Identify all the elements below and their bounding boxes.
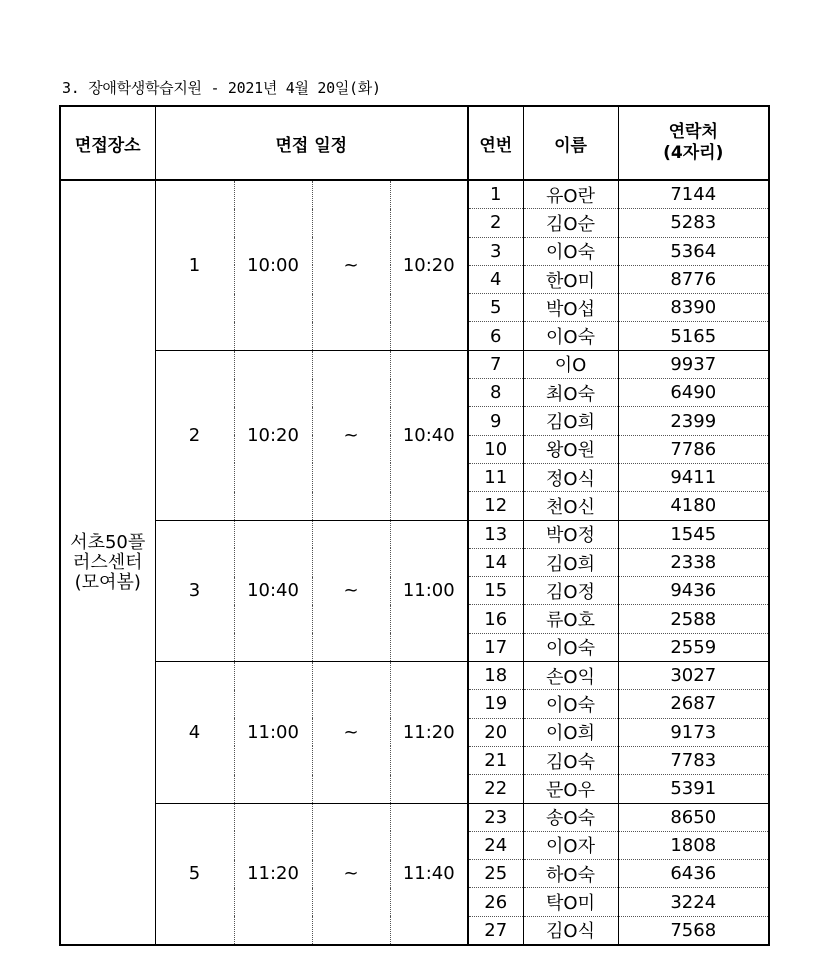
row-name: 손O익 [523, 662, 618, 690]
row-name: 이O숙 [523, 633, 618, 661]
interview-schedule-table [59, 105, 770, 946]
interview-place-line1: 서초50플 [70, 531, 146, 553]
row-number: 22 [468, 775, 523, 803]
row-number: 1 [468, 180, 523, 209]
section-heading: 3. 장애학생학습지원 - 2021년 4월 20일(화) [62, 79, 381, 97]
row-number: 21 [468, 746, 523, 774]
row-name: 한O미 [523, 265, 618, 293]
row-number: 7 [468, 350, 523, 378]
header-name: 이름 [523, 106, 618, 180]
row-contact: 9937 [618, 350, 769, 378]
row-contact: 2338 [618, 548, 769, 576]
table-row [60, 520, 769, 548]
slot-end-time: 11:20 [390, 662, 468, 803]
row-contact: 3224 [618, 888, 769, 916]
slot-start-time: 11:20 [234, 803, 312, 945]
row-number: 6 [468, 322, 523, 350]
slot-start-time: 10:20 [234, 350, 312, 520]
slot-separator: ~ [312, 520, 390, 661]
row-number: 12 [468, 492, 523, 520]
slot-number: 1 [155, 180, 234, 350]
row-number: 18 [468, 662, 523, 690]
row-number: 8 [468, 379, 523, 407]
header-number: 연번 [468, 106, 523, 180]
slot-start-time: 10:00 [234, 180, 312, 350]
table-row [60, 662, 769, 690]
row-contact: 5391 [618, 775, 769, 803]
row-name: 김O숙 [523, 746, 618, 774]
row-name: 문O우 [523, 775, 618, 803]
header-row [60, 106, 769, 180]
table-body [60, 180, 769, 945]
slot-separator: ~ [312, 350, 390, 520]
row-name: 이O희 [523, 718, 618, 746]
header-schedule: 면접 일정 [155, 106, 468, 180]
header-place: 면접장소 [60, 106, 155, 180]
row-number: 10 [468, 435, 523, 463]
row-number: 20 [468, 718, 523, 746]
row-number: 15 [468, 577, 523, 605]
row-contact: 7786 [618, 435, 769, 463]
row-contact: 7783 [618, 746, 769, 774]
row-name: 이O숙 [523, 322, 618, 350]
row-name: 김O희 [523, 548, 618, 576]
row-contact: 4180 [618, 492, 769, 520]
row-name: 정O식 [523, 463, 618, 491]
row-name: 이O [523, 350, 618, 378]
slot-start-time: 10:40 [234, 520, 312, 661]
row-number: 4 [468, 265, 523, 293]
row-number: 3 [468, 237, 523, 265]
row-name: 탁O미 [523, 888, 618, 916]
row-contact: 2559 [618, 633, 769, 661]
row-number: 26 [468, 888, 523, 916]
header-contact-line1: 연락처 [668, 122, 718, 142]
slot-number: 2 [155, 350, 234, 520]
table-row [60, 180, 769, 209]
row-number: 14 [468, 548, 523, 576]
row-contact: 5165 [618, 322, 769, 350]
row-name: 이O숙 [523, 690, 618, 718]
row-number: 16 [468, 605, 523, 633]
row-contact: 5283 [618, 209, 769, 237]
slot-separator: ~ [312, 803, 390, 945]
row-number: 19 [468, 690, 523, 718]
row-contact: 8390 [618, 294, 769, 322]
slot-number: 5 [155, 803, 234, 945]
row-contact: 2687 [618, 690, 769, 718]
row-name: 왕O원 [523, 435, 618, 463]
row-name: 유O란 [523, 180, 618, 209]
slot-separator: ~ [312, 180, 390, 350]
header-contact [618, 106, 769, 180]
row-name: 하O숙 [523, 860, 618, 888]
row-contact: 7568 [670, 919, 717, 941]
row-contact: 9173 [618, 718, 769, 746]
row-name: 이O자 [523, 831, 618, 859]
row-contact: 2588 [618, 605, 769, 633]
slot-end-time: 11:00 [390, 520, 468, 661]
row-contact: 9436 [618, 577, 769, 605]
row-number: 27 [468, 916, 523, 945]
table-row [60, 350, 769, 378]
slot-end-time: 10:40 [390, 350, 468, 520]
row-name: 김O희 [523, 407, 618, 435]
row-number: 17 [468, 633, 523, 661]
row-contact: 5364 [618, 237, 769, 265]
row-name: 류O호 [523, 605, 618, 633]
row-contact: 1808 [618, 831, 769, 859]
slot-end-time: 11:40 [390, 803, 468, 945]
row-name: 김O순 [523, 209, 618, 237]
row-name: 이O숙 [523, 237, 618, 265]
row-number: 13 [468, 520, 523, 548]
row-name: 박O정 [523, 520, 618, 548]
row-number: 11 [468, 463, 523, 491]
row-number: 25 [468, 860, 523, 888]
row-contact: 6436 [618, 860, 769, 888]
row-name: 김O식 [523, 916, 618, 945]
slot-end-time: 10:20 [390, 180, 468, 350]
row-number: 2 [468, 209, 523, 237]
slot-number: 3 [155, 520, 234, 661]
row-contact: 7144 [618, 180, 769, 209]
interview-place-line2: 러스센터 [72, 551, 143, 573]
row-name: 송O숙 [523, 803, 618, 831]
row-number: 9 [468, 407, 523, 435]
row-contact: 8650 [618, 803, 769, 831]
row-number: 23 [468, 803, 523, 831]
row-contact: 2399 [618, 407, 769, 435]
row-number: 5 [468, 294, 523, 322]
slot-number: 4 [155, 662, 234, 803]
header-contact-line2: (4자리) [663, 143, 724, 163]
row-name: 천O신 [523, 492, 618, 520]
row-contact: 9411 [618, 463, 769, 491]
row-name: 김O정 [523, 577, 618, 605]
row-name: 최O숙 [523, 379, 618, 407]
row-contact: 6490 [618, 379, 769, 407]
row-name: 박O섭 [523, 294, 618, 322]
interview-place-cell [60, 180, 155, 945]
slot-separator: ~ [312, 662, 390, 803]
row-contact: 1545 [618, 520, 769, 548]
row-contact: 3027 [618, 662, 769, 690]
table-row [60, 803, 769, 831]
row-number: 24 [468, 831, 523, 859]
interview-place-line3: (모여봄) [74, 571, 141, 593]
row-contact: 8776 [618, 265, 769, 293]
slot-start-time: 11:00 [234, 662, 312, 803]
